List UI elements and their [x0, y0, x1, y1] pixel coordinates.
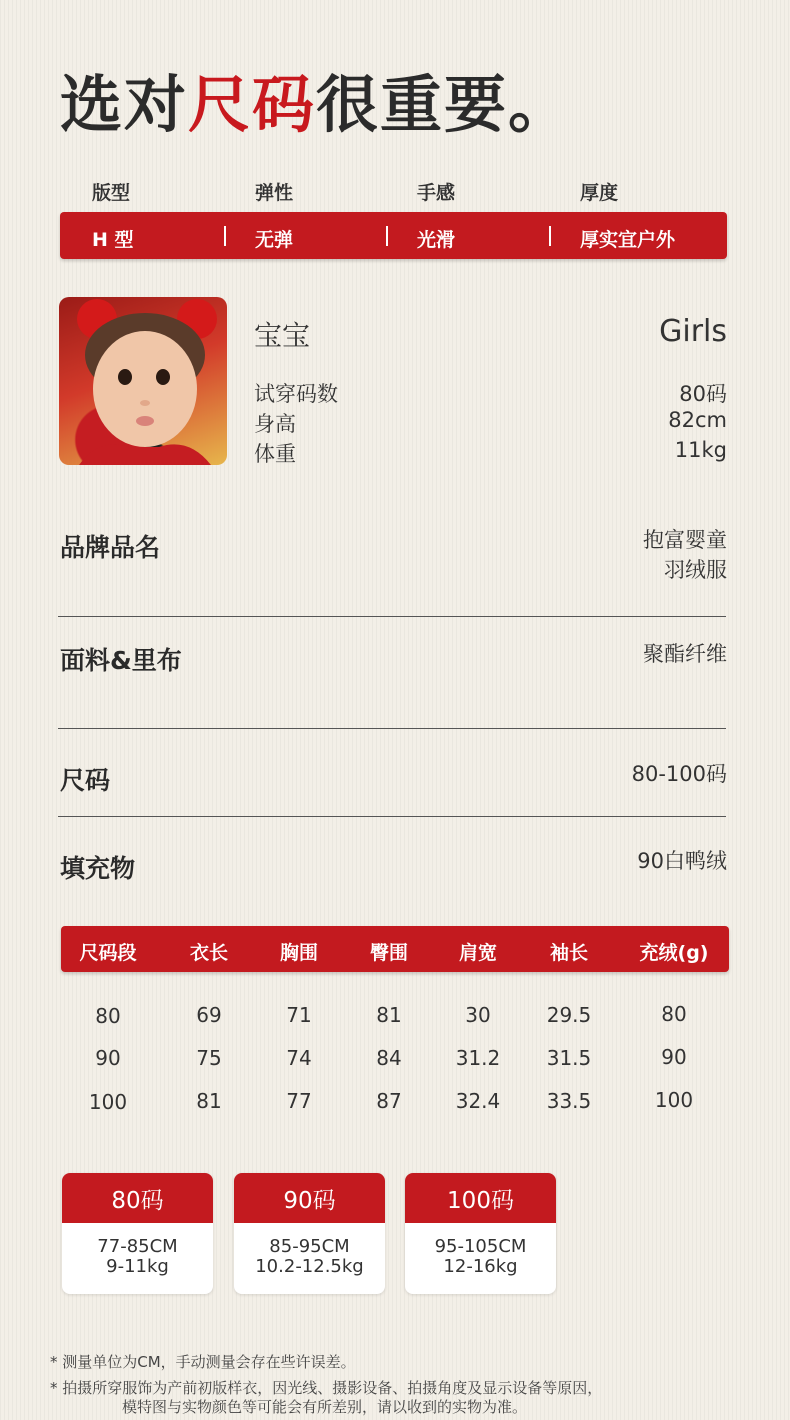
- info-value-filling: 90白鸭绒: [637, 849, 727, 873]
- table-cell: 81: [196, 1089, 222, 1113]
- size-card-title: 80码: [62, 1173, 213, 1223]
- attr-separator: [224, 226, 226, 246]
- size-card-weight: 10.2-12.5kg: [255, 1256, 364, 1277]
- model-value-weight: 11kg: [674, 438, 727, 462]
- table-cell: 90: [661, 1045, 687, 1069]
- attr-header-elasticity: 弹性: [255, 182, 294, 204]
- table-cell: 31.2: [455, 1046, 501, 1070]
- table-cell: 71: [286, 1003, 312, 1027]
- size-card-90: [234, 1173, 385, 1294]
- size-card-title: 100码: [405, 1173, 556, 1223]
- note-measurement: * 测量单位为CM，手动测量会存在些许误差。: [50, 1353, 356, 1371]
- table-cell: 29.5: [546, 1003, 592, 1027]
- table-cell: 90: [95, 1046, 121, 1070]
- attr-value-feel: 光滑: [417, 229, 456, 251]
- size-card-weight: 12-16kg: [443, 1256, 518, 1277]
- model-label-weight: 体重: [254, 442, 296, 466]
- table-cell: 31.5: [546, 1046, 592, 1070]
- table-cell: 84: [376, 1046, 402, 1070]
- size-card-100: [405, 1173, 556, 1294]
- attr-header-thickness: 厚度: [580, 182, 619, 204]
- table-cell: 69: [196, 1003, 222, 1027]
- attr-separator: [386, 226, 388, 246]
- table-cell: 87: [376, 1089, 402, 1113]
- model-gender: Girls: [659, 314, 727, 349]
- table-header: 充绒(g): [639, 942, 709, 964]
- info-label-size: 尺码: [60, 766, 111, 795]
- table-cell: 80: [95, 1004, 121, 1028]
- info-value-brand-line2: 羽绒服: [664, 558, 727, 582]
- divider: [58, 816, 726, 817]
- model-photo-illustration: [59, 297, 227, 465]
- info-label-fabric: 面料&里布: [60, 646, 182, 675]
- table-header: 衣长: [189, 942, 228, 964]
- info-value-size: 80-100码: [631, 762, 727, 786]
- table-cell: 81: [376, 1003, 402, 1027]
- info-value-brand-line1: 抱富婴童: [643, 528, 727, 552]
- table-cell: 30: [465, 1003, 491, 1027]
- model-label-height: 身高: [254, 412, 296, 436]
- model-name: 宝宝: [254, 319, 311, 352]
- table-header: 臀围: [369, 942, 408, 964]
- model-value-size: 80码: [679, 382, 727, 406]
- attr-header-fit: 版型: [92, 182, 131, 204]
- attr-value-elasticity: 无弹: [255, 229, 294, 251]
- table-cell: 100: [88, 1090, 128, 1114]
- table-header: 袖长: [549, 942, 588, 964]
- title-accent: 尺码: [188, 68, 317, 141]
- table-cell: 32.4: [455, 1089, 501, 1113]
- note-color-difference: 模特图与实物颜色等可能会有所差别，请以收到的实物为准。: [122, 1398, 528, 1416]
- size-card-title: 90码: [234, 1173, 385, 1223]
- attr-value-fit: H 型: [92, 229, 134, 251]
- info-value-brand: [643, 525, 727, 585]
- note-sample: * 拍摄所穿服饰为产前初版样衣，因光线、摄影设备、拍摄角度及显示设备等原因，: [50, 1379, 603, 1397]
- model-value-height: 82cm: [668, 408, 727, 432]
- table-cell: 33.5: [546, 1089, 592, 1113]
- title-prefix: 选对: [60, 68, 189, 141]
- table-header: 胸围: [279, 942, 318, 964]
- size-card-height: 95-105CM: [434, 1236, 527, 1257]
- divider: [58, 728, 726, 729]
- table-cell: 77: [286, 1089, 312, 1113]
- table-cell: 74: [286, 1046, 312, 1070]
- page-title: [60, 55, 572, 144]
- title-suffix: 很重要。: [316, 68, 573, 141]
- divider: [58, 616, 726, 617]
- attr-header-feel: 手感: [417, 182, 456, 204]
- table-cell: 80: [661, 1002, 687, 1026]
- info-value-fabric: 聚酯纤维: [643, 642, 727, 666]
- attr-value-thickness: 厚实宜户外: [580, 229, 676, 251]
- size-card-80: [62, 1173, 213, 1294]
- size-card-height: 77-85CM: [97, 1236, 178, 1257]
- attr-separator: [549, 226, 551, 246]
- model-photo: [59, 297, 227, 465]
- table-cell: 75: [196, 1046, 222, 1070]
- size-card-weight: 9-11kg: [106, 1256, 169, 1277]
- info-label-filling: 填充物: [60, 854, 136, 883]
- table-header: 尺码段: [79, 942, 137, 964]
- size-card-height: 85-95CM: [269, 1236, 350, 1257]
- table-cell: 100: [654, 1088, 694, 1112]
- table-header: 肩宽: [458, 942, 497, 964]
- model-label-size: 试穿码数: [254, 382, 338, 406]
- info-label-brand: 品牌品名: [60, 533, 161, 562]
